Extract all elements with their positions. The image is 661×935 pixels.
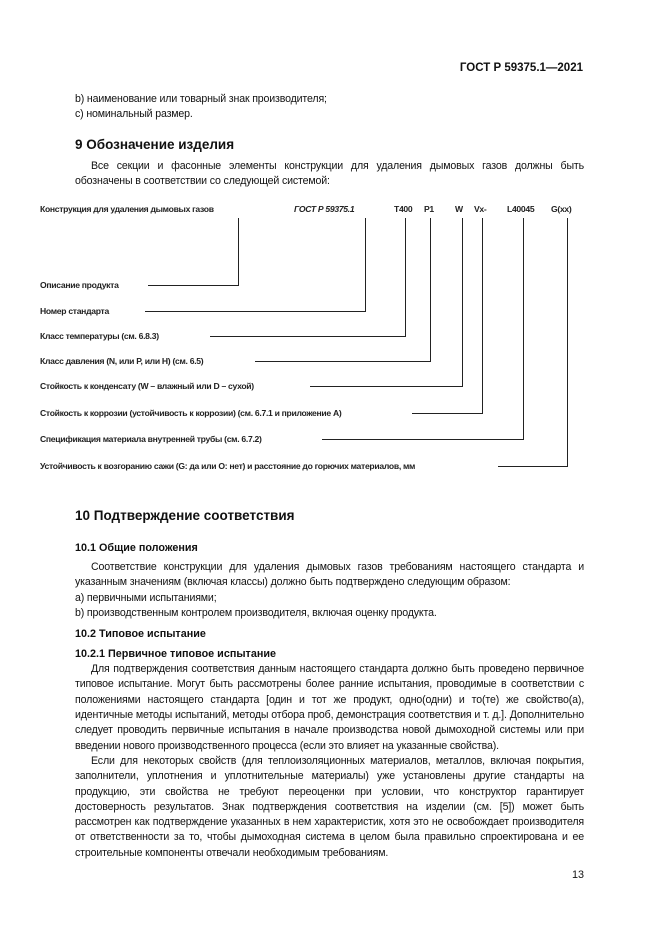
section-10-title: 10 Подтверждение соответствия bbox=[75, 508, 295, 523]
diagram-header: Vx- bbox=[474, 204, 487, 214]
leader-line bbox=[462, 218, 463, 387]
diagram-label: Класс температуры (см. 6.8.3) bbox=[40, 331, 159, 341]
section-9-title: 9 Обозначение изделия bbox=[75, 136, 235, 152]
leader-line bbox=[412, 413, 483, 414]
diagram-header: P1 bbox=[424, 204, 434, 214]
leader-line bbox=[405, 218, 406, 337]
section-10-2-title: 10.2 Типовое испытание bbox=[75, 628, 206, 641]
page-number: 13 bbox=[571, 869, 584, 882]
leader-line bbox=[365, 218, 366, 312]
leader-line bbox=[148, 285, 239, 286]
list-item: b) наименование или товарный знак производителя; bbox=[75, 93, 327, 105]
diagram-header: Т400 bbox=[394, 204, 413, 214]
list-item: a) первичными испытаниями; bbox=[75, 591, 217, 604]
diagram-header: G(xx) bbox=[551, 204, 572, 214]
diagram-header: Конструкция для удаления дымовых газов bbox=[40, 204, 214, 214]
diagram-header: ГОСТ Р 59375.1 bbox=[294, 204, 355, 214]
leader-line bbox=[310, 386, 463, 387]
diagram-label: Описание продукта bbox=[40, 280, 119, 290]
section-9-intro: Все секции и фасонные элементы конструкции для удаления дымовых газов должны быть обозначены в соответствии со следующей системой: bbox=[75, 159, 584, 187]
list-item: c) номинальный размер. bbox=[75, 108, 193, 121]
diagram-label: Спецификация материала внутренней трубы (см. 6.7.2) bbox=[40, 434, 262, 444]
list-item: b) производственным контролем производителя, включая оценку продукта. bbox=[75, 606, 437, 619]
section-10 bbox=[75, 507, 584, 881]
leader-line bbox=[567, 218, 568, 467]
section-10-1-title: 10.1 Общие положения bbox=[75, 542, 198, 554]
leader-line bbox=[430, 218, 431, 362]
leader-line bbox=[210, 336, 406, 337]
leader-line bbox=[145, 311, 366, 312]
section-10-2-1-title: 10.2.1 Первичное типовое испытание bbox=[75, 648, 277, 661]
diagram-label: Стойкость к конденсату (W – влажный или D – сухой) bbox=[40, 381, 254, 391]
top-content bbox=[75, 92, 584, 189]
leader-line bbox=[482, 218, 483, 414]
document-header: ГОСТ Р 59375.1—2021 bbox=[459, 62, 583, 74]
leader-line bbox=[523, 218, 524, 440]
section-10-1-text: Соответствие конструкции для удаления дымовых газов требованиям настоящего стандарта и указанным значениям (включая классы) должно быть подтверждено следующим образом: bbox=[75, 561, 584, 589]
paragraph: Для подтверждения соответствия данным настоящего стандарта должно быть проведено первичное типовое испытание. Могут быть рассмотрены более ранние испытания, проводимые в соответствии с положениями настоящего стандарта [один и тот же продукт, одно(одни) и то(те) же свойство(а), идентичные методы испытаний, методы отбора проб, демонстрация соответствия и т. д.]. Дополнительно следует проводить первичные испытания в начале производства новой дымоходной системы или при введении нового производственного процесса (если это влияет на указанные свойства). bbox=[75, 663, 584, 752]
diagram-label: Стойкость к коррозии (устойчивость к коррозии) (см. 6.7.1 и приложение А) bbox=[40, 408, 342, 418]
paragraph: Если для некоторых свойств (для теплоизоляционных материалов, металлов, включая покрытия, заполнители, уплотнения и уплотнительные материалы) уже установлены другие стандарты на продукцию, эти свойства не требуют переоценки при условии, что конструктор гарантирует достоверность результатов. Знак подтверждения соответствия на изделии (см. [5]) может быть рассмотрен как подтверждение указанных в нем характеристик, хотя это не освобождает производителя от ответственности за то, чтобы дымоходная система в целом была правильно спроектирована и ее строительные компоненты отвечали необходимым требованиям. bbox=[75, 754, 584, 859]
leader-line bbox=[238, 218, 239, 286]
diagram-header: L40045 bbox=[507, 204, 535, 214]
leader-line bbox=[255, 361, 431, 362]
diagram-label: Устойчивость к возгоранию сажи (G: да или O: нет) и расстояние до горючих материалов, мм bbox=[40, 461, 416, 471]
diagram-header: W bbox=[455, 204, 463, 214]
diagram-label: Номер стандарта bbox=[40, 306, 109, 316]
leader-line bbox=[322, 439, 524, 440]
leader-line bbox=[498, 466, 568, 467]
diagram-label: Класс давления (N, или P, или H) (см. 6.5) bbox=[40, 356, 204, 366]
